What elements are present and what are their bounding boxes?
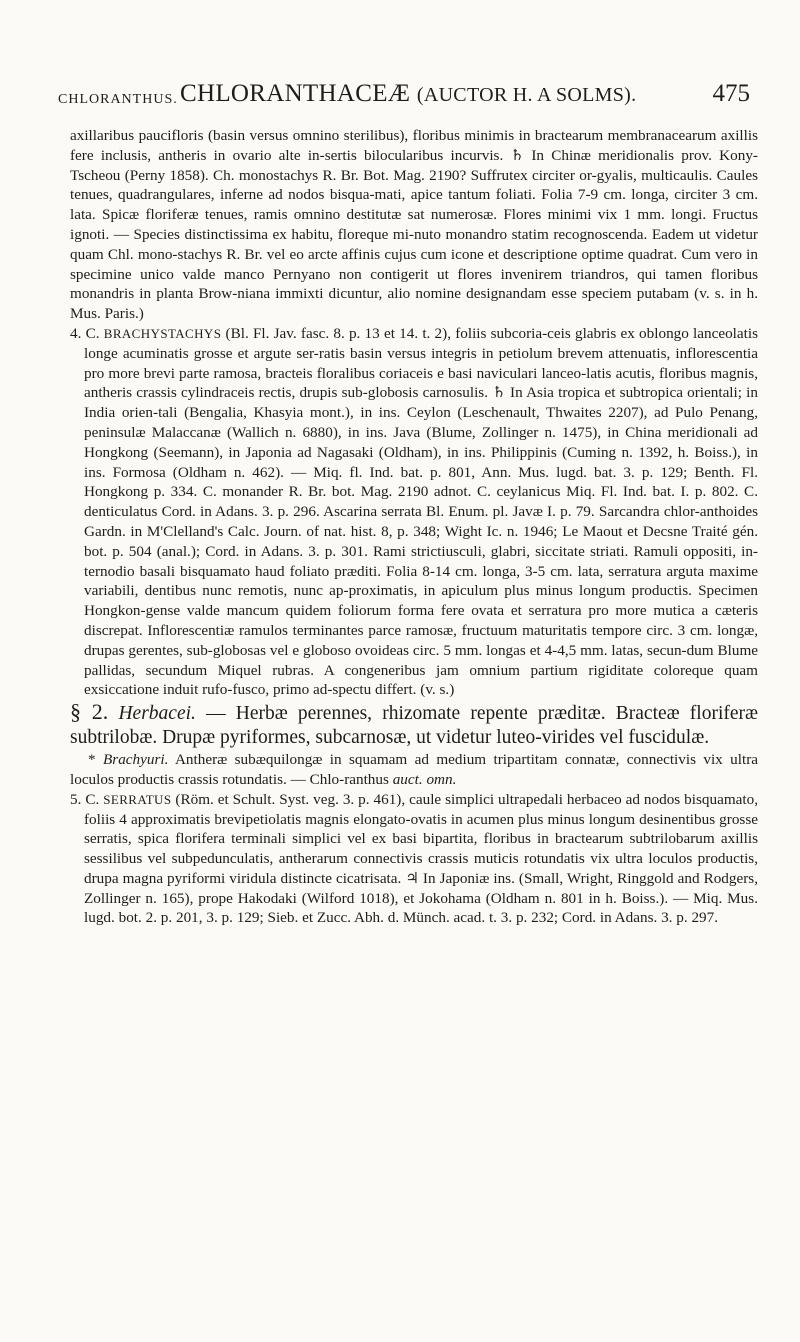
page-number: 475 bbox=[712, 80, 750, 107]
header-genus: CHLORANTHUS. bbox=[58, 92, 178, 107]
subsection-tail: auct. omn. bbox=[392, 770, 457, 788]
subsection-name: Brachyuri. bbox=[103, 751, 169, 769]
header-title bbox=[180, 80, 636, 108]
header-family: CHLORANTHACEÆ bbox=[180, 80, 411, 107]
paragraph-continuation: axillaribus paucifloris (basin versus omnino sterilibus), floribus minimis in bractearum membranacearum axillis fere inclusis, antheris in ovario alte in-sertis bilocularibus incurvis. ♄ In Chinæ meridionalis prov. Kony-Tscheou (Perny 1858). Ch. monostachys R. Br. Bot. Mag. 2190? Suffrutex circiter or-gyalis, multicaulis. Caules tenues, quadrangulares, inferne ad nodos bisqua-mati, apice tantum foliati. Folia 7-9 cm. longa, circiter 3 cm. lata. Spicæ floriferæ tenues, ramis omnino destitutæ sat numerosæ. Flores minimi vix 1 mm. longi. Fructus ignoti. — Species distinctissima ex habitu, floreque mi-nuto monandro statim recognoscenda. Eadem ut videtur quam Chl. mono-stachys R. Br. vel eo arcte affinis cujus cum icone et descriptione optime quadrat. Cum vero in specimine unico valde manco Pernyano non contigerit ut flores invenirem triandros, qui tamen floribus monandris in planta Brow-niana immixti dicuntur, alio nomine designandam esse speciem putabam (v. s. in h. Mus. Paris.) bbox=[70, 127, 758, 323]
header-author: (AUCTOR H. A SOLMS). bbox=[416, 84, 637, 106]
section-mark: § 2. bbox=[70, 699, 109, 725]
section-text: — Herbæ perennes, rhizomate repente præditæ. Bracteæ floriferæ subtrilobæ. Drupæ pyriformes, subcarnosæ, ut videtur luteo-virides vel fuscidulæ. bbox=[70, 703, 759, 749]
subsection-heading bbox=[70, 750, 758, 790]
section-heading bbox=[70, 700, 758, 750]
species-entry-5 bbox=[70, 790, 758, 929]
entry-5-number: 5. C. bbox=[70, 790, 100, 808]
entry-5-name: SERRATUS bbox=[103, 791, 172, 807]
subsection-text: Antheræ subæquilongæ in squamam ad medium tripartitam connatæ, connectivis vix ultra loculos productis crassis rotundatis. — Chlo-ranthus bbox=[70, 751, 759, 788]
entry-4-number: 4. C. bbox=[70, 324, 100, 342]
section-name: Herbacei. bbox=[118, 703, 196, 725]
entry-4-name: BRACHYSTACHYS bbox=[103, 325, 222, 341]
text-body bbox=[70, 126, 758, 928]
running-header bbox=[0, 72, 800, 112]
entry-4-text: (Bl. Fl. Jav. fasc. 8. p. 13 et 14. t. 2), foliis subcoria-ceis glabris ex oblongo lanceolatis longe acuminatis grosse et argute ser-ratis basin versus integris in petiolum brevem attenuatis, inflorescentia pro more brevi parte ramosa, bracteis floralibus coriaceis e basi naviculari lanceo-latis acutis, floribus magnis, antheris crassis cylindraceis rectis, drupis sub-globosis carnosulis. ♄ In Asia tropica et subtropica orientali; in India orien-tali (Bengalia, Khasyia mont.), in ins. Ceylon (Leschenault, Thwaites 2207), ad Pulo Penang, peninsulæ Malaccanæ (Wallich n. 6880), in ins. Java (Blume, Zollinger n. 1475), in China meridionali ad Hongkong (Seemann), in Japonia ad Nagasaki (Oldham), in ins. Philippinis (Cuming n. 1392, h. Boiss.), in ins. Formosa (Oldham n. 462). — Miq. fl. Ind. bat. p. 801, Ann. Mus. lugd. bat. 3. p. 129; Benth. Fl. Hongkong p. 334. C. monander R. Br. bot. Mag. 2190 adnot. C. ceylanicus Miq. Fl. Ind. bat. I. p. 802. C. denticulatus Cord. in Adans. 3. p. 296. Ascarina serrata Bl. Enum. pl. Javæ I. p. 79. Sarcandra chlor-anthoides Gardn. in M'Clelland's Calc. Journ. of nat. hist. 8, p. 348; Wight Ic. n. 1946; Le Maout et Decsne Traité gén. bot. p. 504 (anal.); Cord. in Adans. 3. p. 301. Rami strictiusculi, glabri, siccitate striati. Ramuli oppositi, in-ternodio basali bisquamato haud foliato præditi. Folia 8-14 cm. longa, 3-5 cm. lata, serratura arguta maxime variabili, dentibus nunc remotis, nunc ap-proximatis, in apiculum plus minus longum productis. Specimen Hongkon-gense valde mancum quidem foliorum forma fere ovata et serratura pro more mutica a cæteris discrepat. Inflorescentiæ ramulos terminantes parce ramosæ, fructuum maturitatis tempore circ. 3 cm. longæ, drupas gerentes, sub-globosas vel e globoso ovoideas circ. 5 mm. longas et 4-4,5 mm. latas, secun-dum Blume pallidas, secundum Miquel rubras. A congeneribus jam omnium partium rigiditate coloreque quam exsiccatione induit rufo-fusco, primo ad-spectu differt. (v. s.) bbox=[84, 324, 758, 699]
subsection-mark: * bbox=[88, 751, 96, 769]
entry-5-text: (Röm. et Schult. Syst. veg. 3. p. 461), caule simplici ultrapedali herbaceo ad nodos bisquamato, foliis 4 approximatis brevipetiolatis magnis elongato-ovatis in acumen plus minus longum desinentibus grosse serratis, spica florifera terminali simplici vel ex basi bipartita, floribus in bractearum subtrilobarum axillis sessilibus vel subpedunculatis, antherarum connectivis crassis muticis rotundatis vix ultra loculos productis, drupa magna pyriformi viridula distincte cicatrisata. ♃ In Japoniæ ins. (Small, Wright, Ringgold and Rodgers, Zollinger n. 165), prope Hakodaki (Wilford 1018), et Jokohama (Oldham n. 801 in h. Boiss.). — Miq. Mus. lugd. bot. 2. p. 201, 3. p. 129; Sieb. et Zucc. Abh. d. Münch. acad. t. 3. p. 232; Cord. in Adans. 3. p. 297. bbox=[84, 790, 758, 927]
species-entry-4 bbox=[70, 324, 758, 700]
